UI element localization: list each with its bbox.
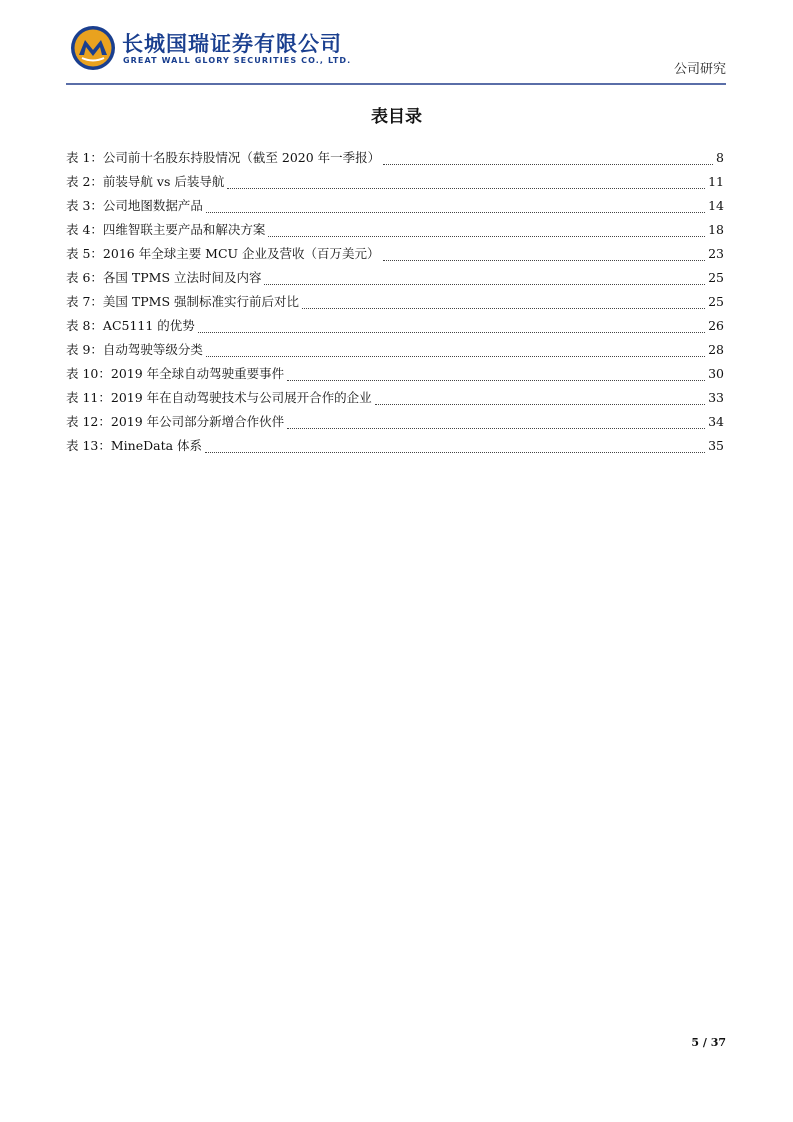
toc-leader [227,188,705,189]
toc-row[interactable] [66,340,724,364]
toc-page: 11 [708,174,724,189]
toc-page: 25 [708,294,724,309]
table-of-tables [66,148,724,460]
toc-page: 35 [708,438,724,453]
page-number: 5 / 37 [691,1036,726,1049]
toc-leader [302,308,705,309]
toc-leader [206,212,705,213]
toc-page: 14 [708,198,724,213]
toc-leader [375,404,705,405]
toc-leader [206,356,705,357]
toc-label: 表 12：2019 年公司部分新增合作伙伴 [66,414,285,429]
toc-label: 表 7：美国 TPMS 强制标准实行前后对比 [66,294,299,309]
toc-label: 表 8：AC5111 的优势 [66,318,195,333]
toc-leader [198,332,705,333]
company-name-en: GREAT WALL GLORY SECURITIES CO., LTD. [123,56,352,65]
toc-leader [383,260,706,261]
toc-leader [205,452,705,453]
page-title: 表目录 [371,107,422,127]
toc-leader [287,428,705,429]
toc-label: 表 1：公司前十名股东持股情况（截至 2020 年一季报） [66,150,381,165]
toc-row[interactable] [66,220,724,244]
shield-logo-icon [70,25,116,71]
toc-label: 表 5：2016 年全球主要 MCU 企业及营收（百万美元） [66,246,380,261]
toc-label: 表 6：各国 TPMS 立法时间及内容 [66,270,262,285]
toc-label: 表 10：2019 年全球自动驾驶重要事件 [66,366,285,381]
toc-page: 33 [708,390,724,405]
toc-label: 表 13：MineData 体系 [66,438,203,453]
toc-leader [383,164,713,165]
toc-page: 30 [708,366,724,381]
toc-row[interactable] [66,196,724,220]
toc-row[interactable] [66,316,724,340]
toc-page: 28 [708,342,724,357]
toc-row[interactable] [66,172,724,196]
header-rule [66,83,726,85]
toc-row[interactable] [66,268,724,292]
toc-page: 23 [708,246,724,261]
toc-page: 8 [716,150,724,165]
toc-page: 18 [708,222,724,237]
toc-row[interactable] [66,388,724,412]
toc-label: 表 2：前装导航 vs 后装导航 [66,174,225,189]
toc-leader [264,284,705,285]
toc-label: 表 11：2019 年在自动驾驶技术与公司展开合作的企业 [66,390,372,405]
toc-row[interactable] [66,412,724,436]
page-header [66,22,726,84]
toc-leader [287,380,705,381]
toc-label: 表 3：公司地图数据产品 [66,198,203,213]
toc-row[interactable] [66,436,724,460]
toc-row[interactable] [66,148,724,172]
toc-page: 25 [708,270,724,285]
toc-label: 表 4：四维智联主要产品和解决方案 [66,222,266,237]
toc-leader [268,236,705,237]
toc-row[interactable] [66,244,724,268]
toc-page: 34 [708,414,724,429]
company-name-cn: 长城国瑞证券有限公司 [122,32,342,56]
section-label: 公司研究 [673,62,726,77]
toc-label: 表 9：自动驾驶等级分类 [66,342,203,357]
toc-row[interactable] [66,364,724,388]
toc-row[interactable] [66,292,724,316]
toc-page: 26 [708,318,724,333]
